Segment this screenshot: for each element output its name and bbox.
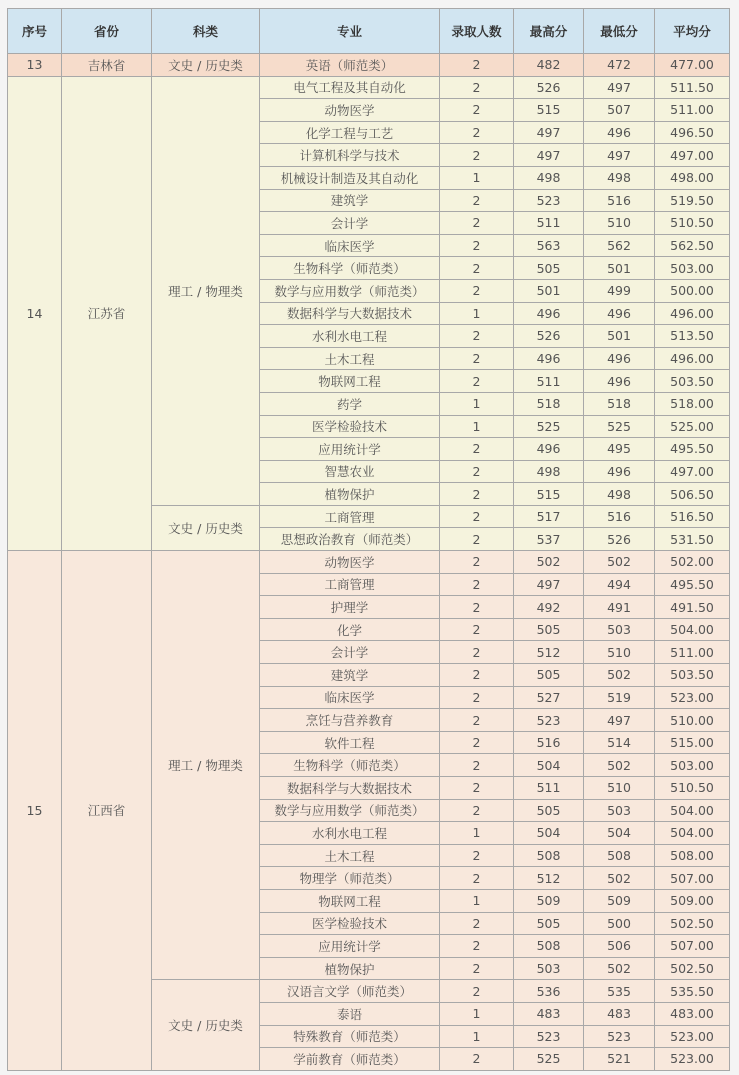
count-cell: 2 xyxy=(440,1048,514,1071)
avg-score-cell: 504.00 xyxy=(655,799,730,822)
major-cell: 建筑学 xyxy=(260,189,440,212)
major-cell: 医学检验技术 xyxy=(260,415,440,438)
avg-score-cell: 491.50 xyxy=(655,596,730,619)
count-cell: 2 xyxy=(440,460,514,483)
avg-score-cell: 495.50 xyxy=(655,573,730,596)
count-cell: 2 xyxy=(440,912,514,935)
header-seq: 序号 xyxy=(8,9,62,54)
min-score-cell: 483 xyxy=(584,1002,655,1025)
max-score-cell: 525 xyxy=(514,415,584,438)
avg-score-cell: 516.50 xyxy=(655,505,730,528)
major-cell: 应用统计学 xyxy=(260,935,440,958)
major-cell: 会计学 xyxy=(260,212,440,235)
avg-score-cell: 523.00 xyxy=(655,1025,730,1048)
major-cell: 泰语 xyxy=(260,1002,440,1025)
admission-score-table xyxy=(7,8,730,1071)
count-cell: 2 xyxy=(440,483,514,506)
table-body xyxy=(8,54,730,1071)
major-cell: 数据科学与大数据技术 xyxy=(260,777,440,800)
min-score-cell: 510 xyxy=(584,641,655,664)
major-cell: 植物保护 xyxy=(260,957,440,980)
major-cell: 建筑学 xyxy=(260,664,440,687)
province-cell: 江苏省 xyxy=(62,76,152,550)
min-score-cell: 499 xyxy=(584,279,655,302)
max-score-cell: 496 xyxy=(514,438,584,461)
max-score-cell: 496 xyxy=(514,302,584,325)
min-score-cell: 509 xyxy=(584,889,655,912)
max-score-cell: 537 xyxy=(514,528,584,551)
min-score-cell: 525 xyxy=(584,415,655,438)
count-cell: 2 xyxy=(440,257,514,280)
count-cell: 2 xyxy=(440,686,514,709)
max-score-cell: 505 xyxy=(514,618,584,641)
max-score-cell: 515 xyxy=(514,483,584,506)
min-score-cell: 516 xyxy=(584,189,655,212)
max-score-cell: 523 xyxy=(514,1025,584,1048)
min-score-cell: 519 xyxy=(584,686,655,709)
max-score-cell: 509 xyxy=(514,889,584,912)
max-score-cell: 511 xyxy=(514,777,584,800)
min-score-cell: 535 xyxy=(584,980,655,1003)
avg-score-cell: 496.50 xyxy=(655,121,730,144)
avg-score-cell: 523.00 xyxy=(655,1048,730,1071)
min-score-cell: 502 xyxy=(584,754,655,777)
major-cell: 思想政治教育（师范类） xyxy=(260,528,440,551)
max-score-cell: 516 xyxy=(514,731,584,754)
avg-score-cell: 477.00 xyxy=(655,54,730,77)
count-cell: 2 xyxy=(440,799,514,822)
max-score-cell: 502 xyxy=(514,551,584,574)
min-score-cell: 523 xyxy=(584,1025,655,1048)
min-score-cell: 507 xyxy=(584,99,655,122)
header-min-score: 最低分 xyxy=(584,9,655,54)
avg-score-cell: 495.50 xyxy=(655,438,730,461)
count-cell: 2 xyxy=(440,121,514,144)
min-score-cell: 496 xyxy=(584,121,655,144)
major-cell: 机械设计制造及其自动化 xyxy=(260,166,440,189)
major-cell: 临床医学 xyxy=(260,686,440,709)
max-score-cell: 504 xyxy=(514,822,584,845)
major-cell: 物联网工程 xyxy=(260,889,440,912)
max-score-cell: 526 xyxy=(514,76,584,99)
major-cell: 药学 xyxy=(260,392,440,415)
major-cell: 土木工程 xyxy=(260,844,440,867)
major-cell: 软件工程 xyxy=(260,731,440,754)
max-score-cell: 511 xyxy=(514,212,584,235)
major-cell: 电气工程及其自动化 xyxy=(260,76,440,99)
min-score-cell: 562 xyxy=(584,234,655,257)
max-score-cell: 498 xyxy=(514,460,584,483)
count-cell: 2 xyxy=(440,325,514,348)
max-score-cell: 511 xyxy=(514,370,584,393)
avg-score-cell: 513.50 xyxy=(655,325,730,348)
count-cell: 2 xyxy=(440,957,514,980)
major-cell: 动物医学 xyxy=(260,99,440,122)
major-cell: 水利水电工程 xyxy=(260,325,440,348)
count-cell: 2 xyxy=(440,189,514,212)
count-cell: 2 xyxy=(440,731,514,754)
major-cell: 生物科学（师范类） xyxy=(260,257,440,280)
min-score-cell: 496 xyxy=(584,347,655,370)
major-cell: 烹饪与营养教育 xyxy=(260,709,440,732)
min-score-cell: 496 xyxy=(584,370,655,393)
count-cell: 1 xyxy=(440,1025,514,1048)
count-cell: 2 xyxy=(440,844,514,867)
max-score-cell: 523 xyxy=(514,709,584,732)
avg-score-cell: 508.00 xyxy=(655,844,730,867)
max-score-cell: 523 xyxy=(514,189,584,212)
max-score-cell: 497 xyxy=(514,573,584,596)
min-score-cell: 501 xyxy=(584,325,655,348)
min-score-cell: 502 xyxy=(584,664,655,687)
header-max-score: 最高分 xyxy=(514,9,584,54)
max-score-cell: 517 xyxy=(514,505,584,528)
avg-score-cell: 531.50 xyxy=(655,528,730,551)
avg-score-cell: 504.00 xyxy=(655,618,730,641)
avg-score-cell: 507.00 xyxy=(655,867,730,890)
avg-score-cell: 519.50 xyxy=(655,189,730,212)
min-score-cell: 495 xyxy=(584,438,655,461)
major-cell: 计算机科学与技术 xyxy=(260,144,440,167)
count-cell: 2 xyxy=(440,867,514,890)
avg-score-cell: 502.00 xyxy=(655,551,730,574)
max-score-cell: 505 xyxy=(514,664,584,687)
max-score-cell: 536 xyxy=(514,980,584,1003)
min-score-cell: 502 xyxy=(584,551,655,574)
min-score-cell: 516 xyxy=(584,505,655,528)
min-score-cell: 494 xyxy=(584,573,655,596)
count-cell: 2 xyxy=(440,438,514,461)
max-score-cell: 492 xyxy=(514,596,584,619)
major-cell: 数学与应用数学（师范类） xyxy=(260,279,440,302)
count-cell: 2 xyxy=(440,212,514,235)
max-score-cell: 498 xyxy=(514,166,584,189)
category-cell: 文史 / 历史类 xyxy=(152,505,260,550)
major-cell: 护理学 xyxy=(260,596,440,619)
min-score-cell: 514 xyxy=(584,731,655,754)
count-cell: 1 xyxy=(440,415,514,438)
avg-score-cell: 511.00 xyxy=(655,641,730,664)
max-score-cell: 563 xyxy=(514,234,584,257)
max-score-cell: 501 xyxy=(514,279,584,302)
avg-score-cell: 500.00 xyxy=(655,279,730,302)
max-score-cell: 515 xyxy=(514,99,584,122)
max-score-cell: 512 xyxy=(514,641,584,664)
max-score-cell: 508 xyxy=(514,935,584,958)
category-cell: 文史 / 历史类 xyxy=(152,54,260,77)
min-score-cell: 521 xyxy=(584,1048,655,1071)
max-score-cell: 482 xyxy=(514,54,584,77)
count-cell: 2 xyxy=(440,144,514,167)
count-cell: 2 xyxy=(440,935,514,958)
max-score-cell: 497 xyxy=(514,121,584,144)
avg-score-cell: 518.00 xyxy=(655,392,730,415)
max-score-cell: 504 xyxy=(514,754,584,777)
count-cell: 1 xyxy=(440,822,514,845)
count-cell: 2 xyxy=(440,618,514,641)
major-cell: 数学与应用数学（师范类） xyxy=(260,799,440,822)
avg-score-cell: 510.50 xyxy=(655,212,730,235)
min-score-cell: 496 xyxy=(584,460,655,483)
min-score-cell: 491 xyxy=(584,596,655,619)
major-cell: 物联网工程 xyxy=(260,370,440,393)
min-score-cell: 510 xyxy=(584,212,655,235)
category-cell: 文史 / 历史类 xyxy=(152,980,260,1070)
admission-table-container xyxy=(7,8,729,1071)
count-cell: 1 xyxy=(440,166,514,189)
max-score-cell: 526 xyxy=(514,325,584,348)
count-cell: 2 xyxy=(440,596,514,619)
major-cell: 物理学（师范类） xyxy=(260,867,440,890)
max-score-cell: 518 xyxy=(514,392,584,415)
header-row xyxy=(8,9,730,54)
major-cell: 生物科学（师范类） xyxy=(260,754,440,777)
table-header xyxy=(8,9,730,54)
major-cell: 动物医学 xyxy=(260,551,440,574)
count-cell: 2 xyxy=(440,641,514,664)
seq-cell: 14 xyxy=(8,76,62,550)
max-score-cell: 508 xyxy=(514,844,584,867)
seq-cell: 13 xyxy=(8,54,62,77)
avg-score-cell: 506.50 xyxy=(655,483,730,506)
count-cell: 2 xyxy=(440,551,514,574)
table-row xyxy=(8,54,730,77)
avg-score-cell: 497.00 xyxy=(655,460,730,483)
max-score-cell: 497 xyxy=(514,144,584,167)
major-cell: 化学 xyxy=(260,618,440,641)
count-cell: 2 xyxy=(440,664,514,687)
major-cell: 学前教育（师范类） xyxy=(260,1048,440,1071)
max-score-cell: 503 xyxy=(514,957,584,980)
min-score-cell: 504 xyxy=(584,822,655,845)
count-cell: 2 xyxy=(440,54,514,77)
avg-score-cell: 523.00 xyxy=(655,686,730,709)
min-score-cell: 510 xyxy=(584,777,655,800)
major-cell: 临床医学 xyxy=(260,234,440,257)
major-cell: 植物保护 xyxy=(260,483,440,506)
avg-score-cell: 525.00 xyxy=(655,415,730,438)
seq-cell: 15 xyxy=(8,551,62,1071)
avg-score-cell: 496.00 xyxy=(655,347,730,370)
max-score-cell: 483 xyxy=(514,1002,584,1025)
avg-score-cell: 502.50 xyxy=(655,957,730,980)
count-cell: 2 xyxy=(440,347,514,370)
avg-score-cell: 503.00 xyxy=(655,754,730,777)
min-score-cell: 502 xyxy=(584,957,655,980)
avg-score-cell: 562.50 xyxy=(655,234,730,257)
major-cell: 汉语言文学（师范类） xyxy=(260,980,440,1003)
min-score-cell: 506 xyxy=(584,935,655,958)
min-score-cell: 518 xyxy=(584,392,655,415)
count-cell: 1 xyxy=(440,302,514,325)
major-cell: 会计学 xyxy=(260,641,440,664)
avg-score-cell: 503.50 xyxy=(655,664,730,687)
avg-score-cell: 502.50 xyxy=(655,912,730,935)
major-cell: 智慧农业 xyxy=(260,460,440,483)
major-cell: 医学检验技术 xyxy=(260,912,440,935)
min-score-cell: 500 xyxy=(584,912,655,935)
min-score-cell: 497 xyxy=(584,709,655,732)
major-cell: 土木工程 xyxy=(260,347,440,370)
avg-score-cell: 515.00 xyxy=(655,731,730,754)
category-cell: 理工 / 物理类 xyxy=(152,551,260,980)
avg-score-cell: 510.50 xyxy=(655,777,730,800)
max-score-cell: 525 xyxy=(514,1048,584,1071)
avg-score-cell: 509.00 xyxy=(655,889,730,912)
header-province: 省份 xyxy=(62,9,152,54)
avg-score-cell: 504.00 xyxy=(655,822,730,845)
min-score-cell: 498 xyxy=(584,483,655,506)
count-cell: 2 xyxy=(440,279,514,302)
count-cell: 2 xyxy=(440,76,514,99)
major-cell: 英语（师范类） xyxy=(260,54,440,77)
avg-score-cell: 503.00 xyxy=(655,257,730,280)
avg-score-cell: 511.50 xyxy=(655,76,730,99)
count-cell: 2 xyxy=(440,573,514,596)
min-score-cell: 496 xyxy=(584,302,655,325)
count-cell: 2 xyxy=(440,754,514,777)
header-avg-score: 平均分 xyxy=(655,9,730,54)
max-score-cell: 527 xyxy=(514,686,584,709)
min-score-cell: 501 xyxy=(584,257,655,280)
min-score-cell: 508 xyxy=(584,844,655,867)
min-score-cell: 503 xyxy=(584,618,655,641)
max-score-cell: 505 xyxy=(514,799,584,822)
min-score-cell: 526 xyxy=(584,528,655,551)
header-category: 科类 xyxy=(152,9,260,54)
count-cell: 2 xyxy=(440,777,514,800)
header-count: 录取人数 xyxy=(440,9,514,54)
max-score-cell: 505 xyxy=(514,912,584,935)
count-cell: 1 xyxy=(440,392,514,415)
count-cell: 2 xyxy=(440,99,514,122)
min-score-cell: 503 xyxy=(584,799,655,822)
avg-score-cell: 483.00 xyxy=(655,1002,730,1025)
major-cell: 工商管理 xyxy=(260,505,440,528)
major-cell: 数据科学与大数据技术 xyxy=(260,302,440,325)
avg-score-cell: 511.00 xyxy=(655,99,730,122)
header-major: 专业 xyxy=(260,9,440,54)
major-cell: 水利水电工程 xyxy=(260,822,440,845)
min-score-cell: 498 xyxy=(584,166,655,189)
min-score-cell: 497 xyxy=(584,144,655,167)
avg-score-cell: 510.00 xyxy=(655,709,730,732)
major-cell: 化学工程与工艺 xyxy=(260,121,440,144)
major-cell: 特殊教育（师范类） xyxy=(260,1025,440,1048)
avg-score-cell: 496.00 xyxy=(655,302,730,325)
min-score-cell: 502 xyxy=(584,867,655,890)
avg-score-cell: 503.50 xyxy=(655,370,730,393)
min-score-cell: 472 xyxy=(584,54,655,77)
count-cell: 2 xyxy=(440,980,514,1003)
min-score-cell: 497 xyxy=(584,76,655,99)
count-cell: 2 xyxy=(440,370,514,393)
province-cell: 吉林省 xyxy=(62,54,152,77)
count-cell: 1 xyxy=(440,889,514,912)
avg-score-cell: 507.00 xyxy=(655,935,730,958)
table-row xyxy=(8,551,730,574)
table-row xyxy=(8,76,730,99)
max-score-cell: 505 xyxy=(514,257,584,280)
count-cell: 2 xyxy=(440,234,514,257)
major-cell: 应用统计学 xyxy=(260,438,440,461)
count-cell: 2 xyxy=(440,709,514,732)
count-cell: 1 xyxy=(440,1002,514,1025)
major-cell: 工商管理 xyxy=(260,573,440,596)
avg-score-cell: 497.00 xyxy=(655,144,730,167)
count-cell: 2 xyxy=(440,505,514,528)
count-cell: 2 xyxy=(440,528,514,551)
max-score-cell: 512 xyxy=(514,867,584,890)
category-cell: 理工 / 物理类 xyxy=(152,76,260,505)
avg-score-cell: 535.50 xyxy=(655,980,730,1003)
avg-score-cell: 498.00 xyxy=(655,166,730,189)
province-cell: 江西省 xyxy=(62,551,152,1071)
max-score-cell: 496 xyxy=(514,347,584,370)
